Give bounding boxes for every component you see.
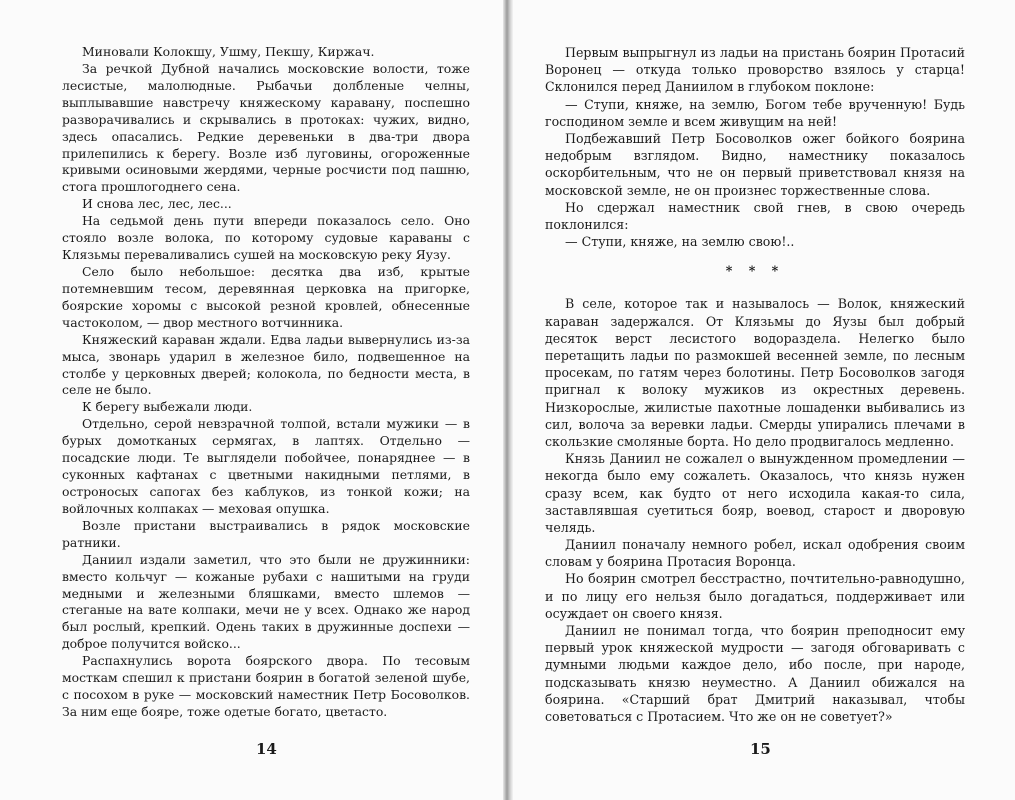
paragraph: На седьмой день пути впереди показалось село. Оно стояло возле волока, по которому судовые караваны с Клязьмы переваливались сушей на московскую реку Яузу. bbox=[62, 213, 470, 263]
paragraph: Княжеский караван ждали. Едва ладьи вывернулись из-за мыса, звонарь ударил в железное било, подвешенное на столбе у церковных дверей; колокола, по бедности места, в селе не было. bbox=[62, 331, 470, 398]
paragraph: Возле пристани выстраивались в рядок московские ратники. bbox=[62, 517, 470, 550]
paragraph: Но боярин смотрел бесстрастно, почтительно-равнодушно, и по лицу его нельзя было догадаться, поддерживает или осуждает он своего князя. bbox=[545, 571, 965, 621]
left-page-text bbox=[62, 44, 470, 721]
right-page-text bbox=[545, 44, 965, 725]
page-number: 14 bbox=[256, 740, 277, 758]
paragraph: Подбежавший Петр Босоволков ожег бойкого боярина недобрым взглядом. Видно, наместнику показалось оскорбительным, что не он первый приветствовал князя на московской земле, не он произнес торжественные слова. bbox=[545, 130, 965, 198]
paragraph: Отдельно, серой невзрачной толпой, встали мужики — в бурых домотканых сермягах, в лаптях. Отдельно — посадские люди. Те выглядели побойчее, понаряднее — в суконных кафтанах с цветными накидными петлями, в остроносых сапогах без каблуков, из тонкой кожи; на войлочных колпаках — меховая опушка. bbox=[62, 416, 470, 516]
paragraph: За речкой Дубной начались московские волости, тоже лесистые, малолюдные. Рыбачьи долбленые челны, выплывавшие навстречу княжескому каравану, поспешно разворачивались и скрывались в протоках: чужих, видно, здесь опасались. Редкие деревеньки в два-три двора прилепились к берегу. Возле изб луговины, огороженные кривыми осиновыми жердями, черные росчисти под пашню, стога прошлогоднего сена. bbox=[62, 60, 470, 195]
paragraph: Но сдержал наместник свой гнев, в свою очередь поклонился: bbox=[545, 199, 965, 232]
paragraph: В селе, которое так и называлось — Волок, княжеский караван задержался. От Клязьмы до Яузы был добрый десяток верст лесистого водораздела. Нелегко было перетащить ладьи по размокшей весенней земле, по лесным просекам, по гатям через болотины. Петр Босоволков загодя пригнал к волоку мужиков из окрестных деревень. Низкорослые, жилистые пахотные лошаденки выбивались из сил, волоча за веревки ладьи. Смерды упирались плечами в скользкие смоляные борта. Но дело продвигалось медленно. bbox=[545, 296, 965, 449]
paragraph: К берегу выбежали люди. bbox=[82, 399, 253, 415]
paragraph: — Ступи, княже, на землю, Богом тебе врученную! Будь господином земле и всем живущим на ней! bbox=[545, 96, 965, 129]
paragraph: Даниил издали заметил, что это были не дружинники: вместо кольчуг — кожаные рубахи с нашитыми на груди медными и железными бляшками, вместо шлемов — стеганые на вате колпаки, мечи не у всех. Однако же народ был рослый, крепкий. Одень таких в дружинные доспехи — доброе получится войско... bbox=[62, 551, 470, 652]
right-page bbox=[513, 0, 1015, 800]
paragraph: И снова лес, лес, лес... bbox=[82, 196, 232, 212]
paragraph: Первым выпрыгнул из ладьи на пристань боярин Протасий Воронец — откуда только проворство взялось у старца! Склонился перед Даниилом в глубоком поклоне: bbox=[545, 45, 965, 95]
section-separator: * * * bbox=[725, 263, 785, 279]
paragraph: Князь Даниил не сожалел о вынужденном промедлении — некогда было ему сожалеть. Оказалось, что князь нужен сразу всем, как будто от него исходила какая-то сила, заставлявшая суетиться бояр, воевод, старост и дворовую челядь. bbox=[545, 451, 965, 535]
book-gutter bbox=[503, 0, 513, 800]
paragraph: Село было небольшое: десятка два изб, крытые потемневшим тесом, деревянная церковка на пригорке, боярские хоромы с высокой резной кровлей, обнесенные частоколом, — двор местного вотчинника. bbox=[62, 263, 470, 330]
page-number: 15 bbox=[750, 740, 771, 758]
paragraph: — Ступи, княже, на землю свою!.. bbox=[565, 234, 795, 250]
paragraph: Миновали Колокшу, Ушму, Пекшу, Киржач. bbox=[82, 44, 375, 59]
paragraph: Распахнулись ворота боярского двора. По тесовым мосткам спешил к пристани боярин в богатой зеленой шубе, с посохом в руке — московский наместник Петр Босоволков. За ним еще бояре, тоже одетые богато, цветасто. bbox=[62, 653, 470, 719]
paragraph: Даниил не понимал тогда, что боярин преподносит ему первый урок княжеской мудрости — загодя обговаривать с думными людьми каждое дело, ибо после, при народе, подсказывать князю неуместно. А Даниил обижался на боярина. «Старший брат Дмитрий наказывал, чтобы советоваться с Протасием. Что же он не советует?» bbox=[545, 623, 965, 724]
left-page bbox=[0, 0, 503, 800]
paragraph: Даниил поначалу немного робел, искал одобрения своим словам у боярина Протасия Воронца. bbox=[545, 537, 965, 570]
